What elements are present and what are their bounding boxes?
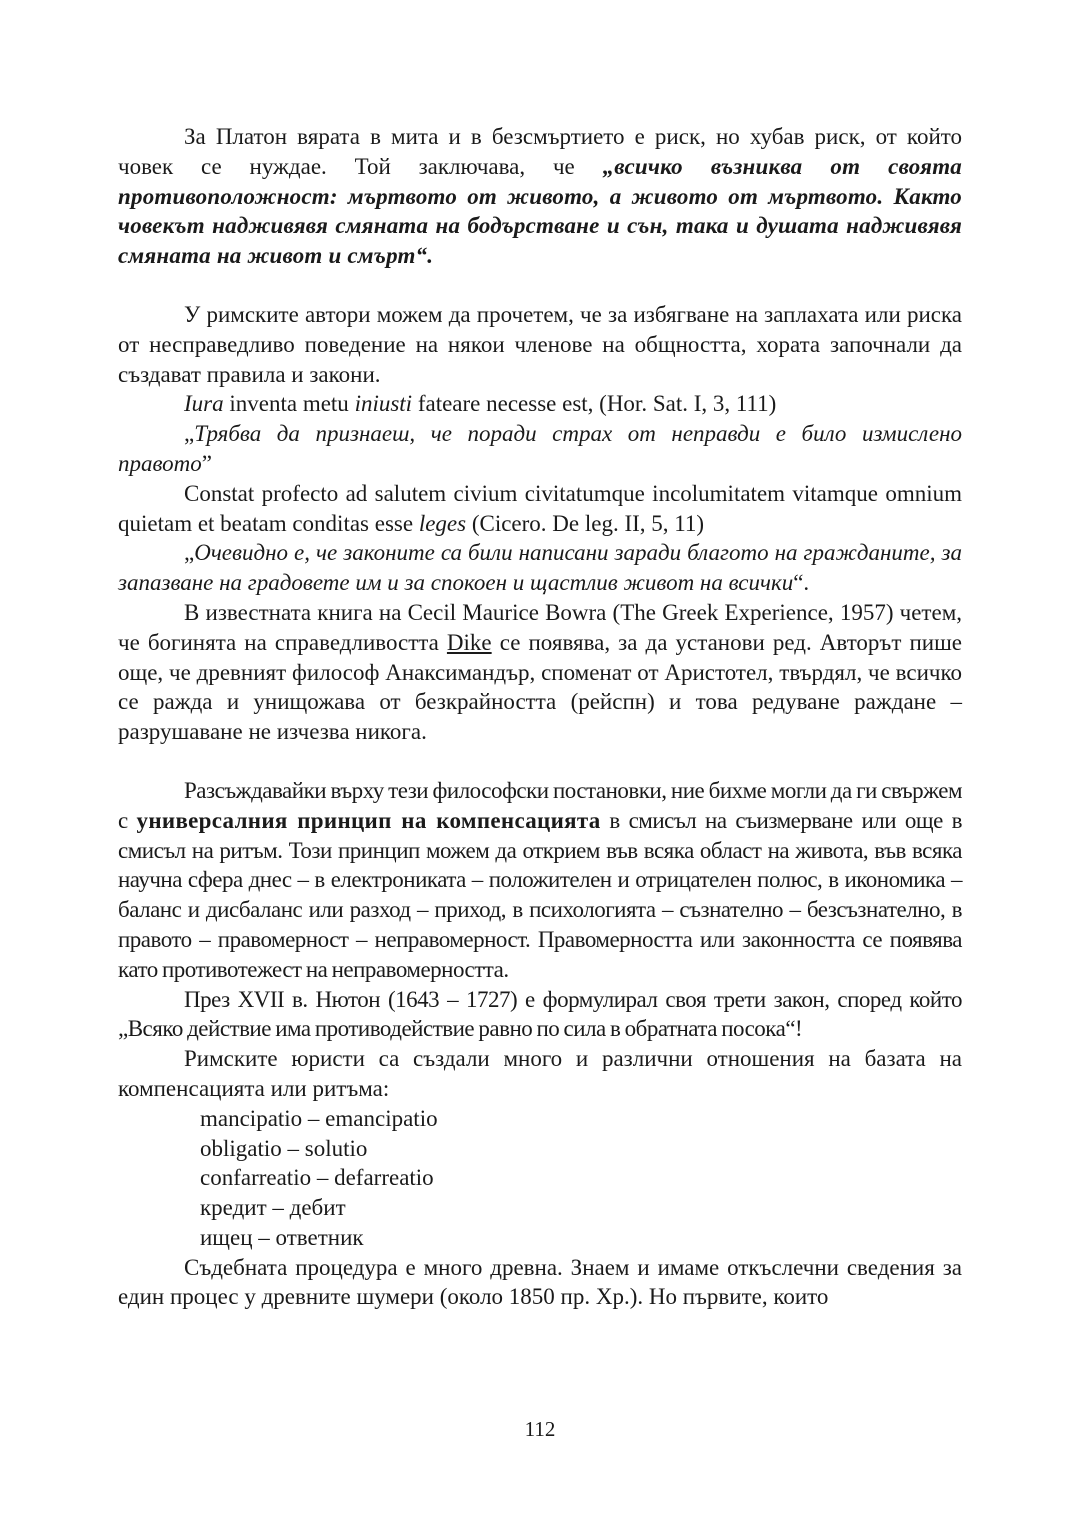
list-item: mancipatio – emancipatio — [200, 1105, 438, 1131]
quote-close: “. — [793, 570, 810, 596]
paragraph-newton: През XVII в. Нютон (1643 – 1727) е формулирал своя трети закон, според който „Всяко действие има противодействие равно по сила в обратната посока“! — [118, 986, 962, 1042]
compensation-pairs-list — [118, 1104, 962, 1253]
paragraph-compensation — [118, 776, 962, 985]
body-text — [118, 122, 962, 1312]
compensation-text-c: в смисъл на съизмерване или още в смисъл на ритъм. Този принцип можем да открием във всяка област на живота, във всяка научна сфера днес – в електрониката – положителен и отрицателен полюс, в икономика – баланс и дисбаланс или разход – приход, в психологията – съзнателно – безсъзнателно, в правото – правомерност – неправомерност. Правомерността или законността се появява като противотежест на неправомерността. — [118, 807, 962, 982]
paragraph-judicial-procedure: Съдебната процедура е много древна. Знаем и имаме откъслечни сведения за един процес у древните шумери (около 1850 пр. Хр.). Но първите, които — [118, 1254, 962, 1310]
quote-close: ” — [201, 450, 213, 476]
bowra-text-b: се появява, за да установи ред. Авторът пише още, че древният философ Анаксимандър, споменат от Аристотел, твърдял, че всичко се ражда и унищожава от безкрайността (рейспн) и това редуване раждане – разрушаване не изчезва никога. — [118, 629, 962, 745]
paragraph-roman-jurists: Римските юристи са създали много и различни отношения на базата на компенсацията или ритъма: — [118, 1046, 962, 1101]
paragraph-bowra — [118, 598, 962, 747]
list-item: confarreatio – defarreatio — [200, 1165, 434, 1191]
latin-text: Constat profecto ad salutem civium civitatumque incolumitatem vitamque omnium quietam et beatam conditas esse — [118, 480, 962, 536]
list-item: ищец – ответник — [200, 1224, 364, 1250]
latin-quote-cicero — [118, 479, 962, 539]
compensation-text-a: Разсъждавайки върху тези философски постановки, ние бихме могли да ги свържем с — [118, 777, 962, 833]
latin-word-iura: Iura — [184, 391, 224, 417]
latin-citation: fateare necesse est, (Hor. Sat. I, 3, 111) — [412, 391, 777, 417]
latin-citation: (Cicero. De leg. II, 5, 11) — [466, 510, 705, 536]
plato-quote: „всичко възниква от своята противоположност: мъртвото от живото, а живото от мъртвото. Както човекът надживявя смяната на бодърстване и сън, така и душата надживявя смяната на живот и смърт“. — [118, 153, 963, 269]
list-item: кредит – дебит — [200, 1195, 346, 1221]
paragraph-plato — [118, 122, 962, 271]
latin-text: inventa metu — [223, 391, 355, 417]
list-item: obligatio – solutio — [200, 1135, 368, 1161]
translation-text: Очевидно е, че законите са били написани заради благото на гражданите, за запазване на градовете им и за спокоен и щастлив живот на всички — [118, 540, 962, 596]
plato-intro: За Платон вярата в мита и в безсмъртието е риск, но хубав риск, от който човек се нуждае. Той заключава, че — [118, 124, 962, 179]
dike-term: Dike — [446, 629, 492, 655]
translation-text: Трябва да признаеш, че поради страх от неправди е било измислено правото — [118, 421, 962, 476]
quote-open: „ — [184, 540, 195, 566]
quote-open: „ — [184, 421, 195, 447]
translation-cicero — [118, 538, 962, 598]
translation-horace — [118, 419, 962, 479]
latin-quote-horace — [118, 389, 962, 419]
page-number: 112 — [524, 1417, 556, 1441]
latin-word-iniusti: iniusti — [354, 391, 413, 417]
compensation-principle: универсалния принцип на компенсацията — [136, 807, 601, 833]
paragraph-roman-authors: У римските автори можем да прочетем, че за избягване на заплахата или риска от несправедливо поведение на някои членове на общността, хората започнали да създават правила и закони. — [118, 301, 962, 387]
bowra-text-a: В известната книга на Cecil Maurice Bowra (The Greek Experience, 1957) четем, че богинята на справедливостта — [118, 599, 962, 655]
latin-word-leges: leges — [418, 510, 467, 536]
